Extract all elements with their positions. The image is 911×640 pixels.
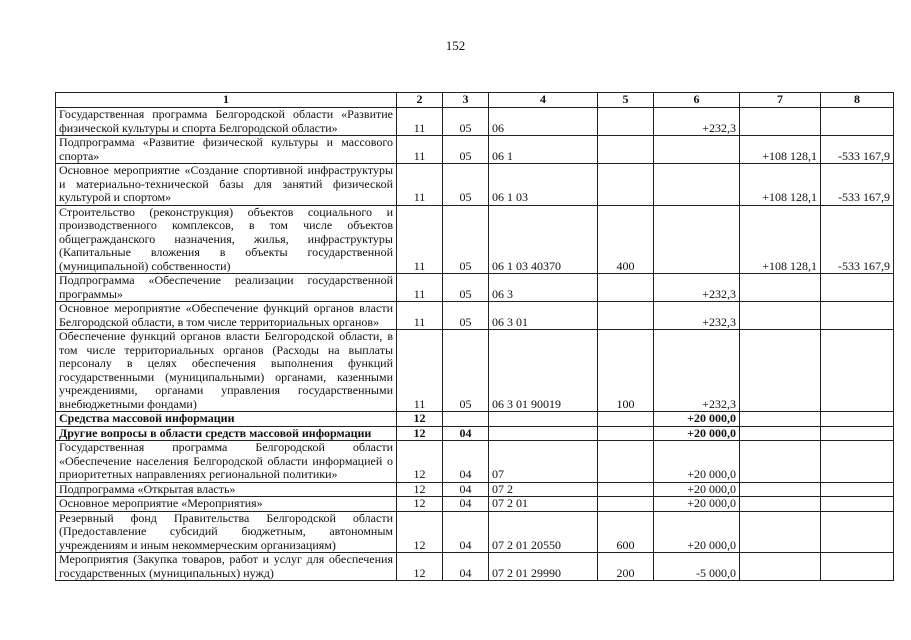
row-amount-col8: -533 167,9 bbox=[821, 205, 894, 274]
row-name: Подпрограмма «Развитие физической культуры и массового спорта» bbox=[56, 136, 397, 164]
row-section: 12 bbox=[397, 553, 443, 581]
row-amount-col7 bbox=[740, 553, 821, 581]
row-subsection: 04 bbox=[443, 426, 489, 441]
row-target-article: 06 3 01 90019 bbox=[489, 330, 598, 412]
row-amount-col8 bbox=[821, 482, 894, 497]
row-amount-col8: -533 167,9 bbox=[821, 136, 894, 164]
table-row bbox=[56, 302, 894, 330]
row-amount-col8 bbox=[821, 441, 894, 483]
row-subsection: 05 bbox=[443, 136, 489, 164]
row-amount-col6: +232,3 bbox=[654, 302, 740, 330]
row-target-article: 06 1 03 bbox=[489, 164, 598, 206]
row-name: Мероприятия (Закупка товаров, работ и услуг для обеспечения государственных (муниципальных) нужд) bbox=[56, 553, 397, 581]
table-row bbox=[56, 136, 894, 164]
table-row bbox=[56, 330, 894, 412]
page-number: 152 bbox=[445, 38, 466, 53]
table-row bbox=[56, 553, 894, 581]
row-section: 12 bbox=[397, 511, 443, 553]
table-row bbox=[56, 482, 894, 497]
row-section: 12 bbox=[397, 441, 443, 483]
row-section: 12 bbox=[397, 497, 443, 512]
row-amount-col7: +108 128,1 bbox=[740, 164, 821, 206]
row-subsection: 04 bbox=[443, 511, 489, 553]
row-amount-col6 bbox=[654, 136, 740, 164]
row-expense-type bbox=[598, 412, 654, 427]
row-expense-type bbox=[598, 302, 654, 330]
row-section: 12 bbox=[397, 426, 443, 441]
column-header-2: 2 bbox=[397, 93, 443, 108]
row-name: Основное мероприятие «Обеспечение функций органов власти Белгородской области, в том числе территориальных органов» bbox=[56, 302, 397, 330]
row-section: 11 bbox=[397, 205, 443, 274]
row-expense-type bbox=[598, 164, 654, 206]
table-row bbox=[56, 205, 894, 274]
row-amount-col8 bbox=[821, 497, 894, 512]
row-subsection: 04 bbox=[443, 497, 489, 512]
row-section: 11 bbox=[397, 136, 443, 164]
row-subsection: 05 bbox=[443, 205, 489, 274]
row-name: Строительство (реконструкция) объектов социального и производственного комплексов, в том числе объектов общегражданского назначения, жилья, инфраструктуры (Капитальные вложения в объекты государственной (муниципальной) собственности) bbox=[56, 205, 397, 274]
row-subsection: 04 bbox=[443, 553, 489, 581]
column-header-4: 4 bbox=[489, 93, 598, 108]
table-row bbox=[56, 108, 894, 136]
row-target-article: 06 1 03 40370 bbox=[489, 205, 598, 274]
row-name: Резервный фонд Правительства Белгородской области (Предоставление субсидий бюджетным, автономным учреждениям и иным некоммерческим организациям) bbox=[56, 511, 397, 553]
column-header-5: 5 bbox=[598, 93, 654, 108]
row-amount-col6 bbox=[654, 164, 740, 206]
row-amount-col6: +232,3 bbox=[654, 274, 740, 302]
row-section: 11 bbox=[397, 164, 443, 206]
row-subsection: 04 bbox=[443, 441, 489, 483]
row-subsection: 05 bbox=[443, 274, 489, 302]
row-section: 12 bbox=[397, 482, 443, 497]
row-section: 11 bbox=[397, 330, 443, 412]
row-name: Государственная программа Белгородской области «Развитие физической культуры и спорта Белгородской области» bbox=[56, 108, 397, 136]
row-expense-type bbox=[598, 274, 654, 302]
column-header-7: 7 bbox=[740, 93, 821, 108]
row-target-article: 06 1 bbox=[489, 136, 598, 164]
row-section: 11 bbox=[397, 108, 443, 136]
row-name: Основное мероприятие «Создание спортивной инфраструктуры и материально-технической базы для занятий физической культурой и спортом» bbox=[56, 164, 397, 206]
row-expense-type bbox=[598, 108, 654, 136]
row-section: 11 bbox=[397, 302, 443, 330]
row-amount-col8: -533 167,9 bbox=[821, 164, 894, 206]
row-section: 11 bbox=[397, 274, 443, 302]
row-expense-type bbox=[598, 482, 654, 497]
row-target-article: 07 2 bbox=[489, 482, 598, 497]
row-name: Подпрограмма «Открытая власть» bbox=[56, 482, 397, 497]
column-header-6: 6 bbox=[654, 93, 740, 108]
row-section: 12 bbox=[397, 412, 443, 427]
row-target-article: 06 3 01 bbox=[489, 302, 598, 330]
row-amount-col7 bbox=[740, 497, 821, 512]
row-amount-col8 bbox=[821, 412, 894, 427]
row-expense-type bbox=[598, 441, 654, 483]
row-amount-col7 bbox=[740, 426, 821, 441]
table-row bbox=[56, 412, 894, 427]
table-row bbox=[56, 511, 894, 553]
table-row bbox=[56, 274, 894, 302]
row-target-article bbox=[489, 426, 598, 441]
row-amount-col6: +232,3 bbox=[654, 108, 740, 136]
row-amount-col7 bbox=[740, 302, 821, 330]
row-name: Государственная программа Белгородской области «Обеспечение населения Белгородской области информацией о приоритетных направлениях региональной политики» bbox=[56, 441, 397, 483]
row-target-article bbox=[489, 412, 598, 427]
row-amount-col7 bbox=[740, 412, 821, 427]
row-expense-type: 400 bbox=[598, 205, 654, 274]
row-amount-col7 bbox=[740, 482, 821, 497]
row-amount-col7 bbox=[740, 108, 821, 136]
row-amount-col7 bbox=[740, 274, 821, 302]
row-subsection: 05 bbox=[443, 164, 489, 206]
row-amount-col8 bbox=[821, 108, 894, 136]
row-subsection: 05 bbox=[443, 108, 489, 136]
header-row bbox=[56, 93, 894, 108]
row-target-article: 07 2 01 20550 bbox=[489, 511, 598, 553]
row-expense-type bbox=[598, 426, 654, 441]
column-header-3: 3 bbox=[443, 93, 489, 108]
row-amount-col7 bbox=[740, 511, 821, 553]
row-expense-type: 100 bbox=[598, 330, 654, 412]
row-amount-col7: +108 128,1 bbox=[740, 136, 821, 164]
row-name: Основное мероприятие «Мероприятия» bbox=[56, 497, 397, 512]
row-amount-col6: +20 000,0 bbox=[654, 412, 740, 427]
row-amount-col6: +20 000,0 bbox=[654, 482, 740, 497]
column-header-8: 8 bbox=[821, 93, 894, 108]
row-amount-col8 bbox=[821, 511, 894, 553]
row-amount-col6: +20 000,0 bbox=[654, 511, 740, 553]
row-expense-type bbox=[598, 497, 654, 512]
table-row bbox=[56, 441, 894, 483]
row-subsection bbox=[443, 412, 489, 427]
row-name: Подпрограмма «Обеспечение реализации государственной программы» bbox=[56, 274, 397, 302]
row-target-article: 06 3 bbox=[489, 274, 598, 302]
row-amount-col8 bbox=[821, 274, 894, 302]
row-amount-col8 bbox=[821, 302, 894, 330]
row-subsection: 05 bbox=[443, 302, 489, 330]
row-target-article: 07 bbox=[489, 441, 598, 483]
row-subsection: 04 bbox=[443, 482, 489, 497]
row-expense-type: 200 bbox=[598, 553, 654, 581]
row-amount-col6: +20 000,0 bbox=[654, 441, 740, 483]
row-name: Средства массовой информации bbox=[56, 412, 397, 427]
budget-table bbox=[55, 92, 894, 581]
row-amount-col6: +20 000,0 bbox=[654, 426, 740, 441]
row-amount-col8 bbox=[821, 330, 894, 412]
row-expense-type: 600 bbox=[598, 511, 654, 553]
table-row bbox=[56, 497, 894, 512]
row-amount-col7 bbox=[740, 330, 821, 412]
row-name: Другие вопросы в области средств массовой информации bbox=[56, 426, 397, 441]
table-row bbox=[56, 426, 894, 441]
row-target-article: 07 2 01 29990 bbox=[489, 553, 598, 581]
row-amount-col6: +232,3 bbox=[654, 330, 740, 412]
row-amount-col6: -5 000,0 bbox=[654, 553, 740, 581]
row-expense-type bbox=[598, 136, 654, 164]
row-target-article: 06 bbox=[489, 108, 598, 136]
row-amount-col7: +108 128,1 bbox=[740, 205, 821, 274]
row-amount-col8 bbox=[821, 553, 894, 581]
column-header-1: 1 bbox=[56, 93, 397, 108]
row-target-article: 07 2 01 bbox=[489, 497, 598, 512]
row-amount-col6 bbox=[654, 205, 740, 274]
row-amount-col7 bbox=[740, 441, 821, 483]
row-amount-col8 bbox=[821, 426, 894, 441]
row-name: Обеспечение функций органов власти Белгородской области, в том числе территориальных органов (Расходы на выплаты персоналу в целях обеспечения выполнения функций государственными (муниципальными) органами, казенными учреждениями, органами управления государственными внебюджетными фондами) bbox=[56, 330, 397, 412]
row-subsection: 05 bbox=[443, 330, 489, 412]
row-amount-col6: +20 000,0 bbox=[654, 497, 740, 512]
table-row bbox=[56, 164, 894, 206]
